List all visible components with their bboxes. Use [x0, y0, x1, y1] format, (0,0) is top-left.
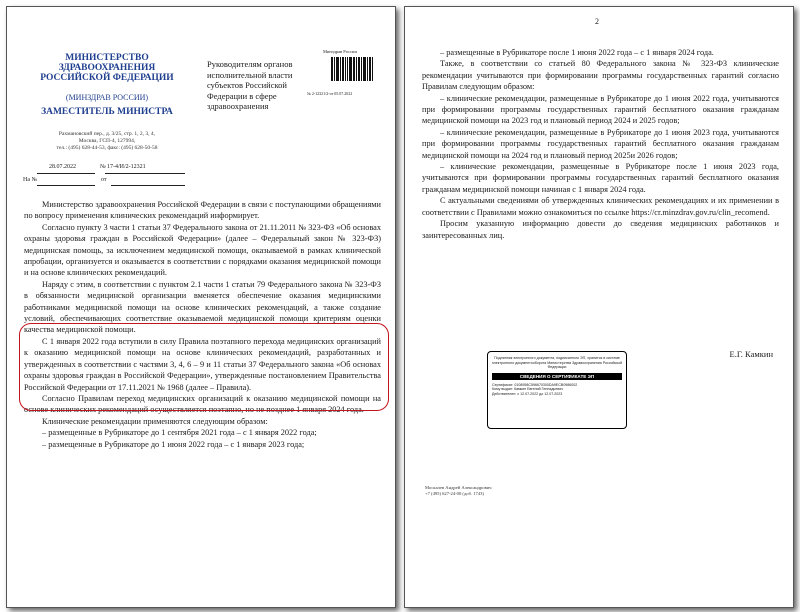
paragraph: Согласно пункту 3 части 1 статьи 37 Федерального закона от 21.11.2011 № 323-ФЗ «Об основах охраны здоровья граждан в Российской Федерации» (далее – Федеральный закон № 323-ФЗ) медицинская помощь, за исключением медицинской помощи, оказываемой в рамках клинической апробации, организуется и оказывается в соответствии с порядками оказания медицинской помощи и на основе клинических рекомендаций.	[24, 222, 381, 278]
number-underline	[105, 173, 185, 174]
letter-body-page-2	[422, 47, 779, 241]
paragraph: Просим указанную информацию довести до сведения медицинских работников и заинтересованных лиц.	[422, 219, 779, 240]
executor-phone: +7 (495) 627-24-00 (доб. 1743)	[425, 491, 484, 496]
ministry-abbreviation: (МИНЗДРАВ РОССИИ)	[65, 93, 149, 102]
validity-value: с 12.07.2022 до 12.07.2023	[517, 391, 563, 396]
list-item: – размещенные в Рубрикаторе до 1 сентября 2021 года – с 1 января 2022 года;	[42, 428, 317, 438]
list-item: – клинические рекомендации, размещенные в Рубрикаторе до 1 июня 2023 года, учитываются при формировании программы государственных гарантий бесплатного оказания гражданам медицинской помощи на 2024 год и плановый период 2025и 2026 годов;	[422, 127, 779, 160]
paragraph: Министерство здравоохранения Российской Федерации в связи с поступающими обращениями по вопросу применения клинических рекомендаций информирует.	[24, 200, 381, 221]
executor-info	[425, 485, 492, 497]
ref-number-label: На №	[23, 177, 38, 183]
deputy-minister-title: ЗАМЕСТИТЕЛЬ МИНИСТРА	[41, 107, 173, 117]
ministry-title-text: МИНИСТЕРСТВО ЗДРАВООХРАНЕНИЯ РОССИЙСКОЙ ФЕДЕРАЦИИ	[40, 53, 174, 83]
barcode-image	[331, 57, 377, 81]
paragraph: С актуальными сведениями об утвержденных клинических рекомендациях и их применении в соответствии с Правилами можно ознакомиться по ссылке https://cr.minzdrav.gov.ru/clin_recomend.	[422, 196, 779, 217]
electronic-signature-stamp	[487, 351, 627, 429]
executor-name: Москалев Андрей Александрович	[425, 485, 492, 490]
date-underline	[37, 173, 95, 174]
red-highlight-box	[19, 323, 389, 411]
owner-label: Кому выдан:	[492, 387, 513, 392]
ref-from-label: от	[101, 177, 107, 183]
addressee: Руководителям органов исполнительной власти субъектов Российской Федерации в сфере здравоохранения	[207, 59, 293, 111]
list-item: – размещенные в Рубрикаторе до 1 июня 2022 года – с 1 января 2023 года;	[42, 439, 305, 449]
ministry-address: Рахмановский пер., д. 3/25, стр. 1, 2, 3, 4, Москва, ГСП-4, 127994, тел.: (495) 628-44-53, факс: (495) 628-50-58	[56, 131, 158, 151]
validity-label: Действителен:	[492, 391, 517, 396]
list-item: – клинические рекомендации, размещенные в Рубрикаторе после 1 июня 2023 года, учитываются при формировании программы государственных гарантий бесплатного оказания гражданам медицинской помощи начиная с 1 января 2024 года.	[422, 162, 779, 194]
paragraph: Согласно Правилам переход медицинских организаций к оказанию медицинской помощи на основе клинических рекомендаций осуществляется поэтапно, но не позднее 1 января 2024 года.	[24, 393, 381, 415]
document-date: 28.07.2022	[49, 164, 76, 170]
paragraph: Также, в соответствии со статьей 80 Федерального закона № 323-ФЗ клинические рекомендации учитываются при формировании программы государственных гарантий согласно Правилам следующим образом:	[422, 59, 779, 92]
validity-row	[488, 392, 626, 397]
registration-number: № 2-12321/2-от 05.07.2022	[307, 91, 353, 96]
stamp-title: СВЕДЕНИЯ О СЕРТИФИКАТЕ ЭП	[492, 373, 622, 380]
letter-page-1	[6, 6, 396, 608]
ref-number-underline	[37, 185, 95, 186]
highlighted-paragraph: Наряду с этим, в соответствии с пунктом 2.1 части 1 статьи 79 Федерального закона № 323-ФЗ в обязанности медицинской организации вменяется обеспечение оказания медицинскими работниками медицинской помощи на основе клинических рекомендаций, а также создание условий, обеспечивающих соответствие оказываемой медицинской помощи критериям оценки качества медицинской помощи.	[24, 279, 381, 335]
list-item: – размещенные в Рубрикаторе после 1 июня 2022 года – с 1 января 2024 года.	[440, 48, 714, 57]
letter-page-2	[404, 6, 794, 608]
ministry-title	[27, 53, 187, 83]
ref-from-underline	[111, 185, 185, 186]
certificate-value: 0108958C596670300DA9ECB0986002	[514, 382, 578, 387]
list-item: – клинические рекомендации, размещенные в Рубрикаторе до 1 июня 2022 года, учитываются при формировании программы государственных гарантий бесплатного оказания гражданам медицинской помощи на 2023 год и плановый период 2024 и 2025 годов;	[422, 93, 779, 126]
document-number: 17-4/И/2-12321	[107, 164, 146, 170]
registration-stamp-header: Минздрав России	[323, 49, 357, 54]
page-number: 2	[595, 17, 599, 26]
paragraph: Клинические рекомендации применяются следующим образом:	[42, 416, 268, 426]
owner-value: Камкин Евгений Геннадьевич	[513, 387, 564, 392]
stamp-description: Подлинник электронного документа, подписанного ЭП, хранится в системе электронного документооборота Министерства Здравоохранения Российской Федерации	[491, 356, 623, 370]
certificate-label: Сертификат:	[492, 382, 514, 387]
paragraph: С 1 января 2022 года вступили в силу Правила поэтапного перехода медицинских организаций к оказанию медицинской помощи на основе клинических рекомендаций, разработанных и утвержденных в соответствии с частями 3, 4, 6 – 9 и 11 статьи 37 Федерального закона «Об основах охраны здоровья граждан в Российской Федерации», утвержденные постановлением Правительства Российской Федерации от 17.11.2021 № 1968 (далее – Правила).	[24, 336, 381, 392]
signer-name: Е.Г. Камкин	[729, 349, 773, 359]
number-sign: №	[100, 164, 106, 170]
